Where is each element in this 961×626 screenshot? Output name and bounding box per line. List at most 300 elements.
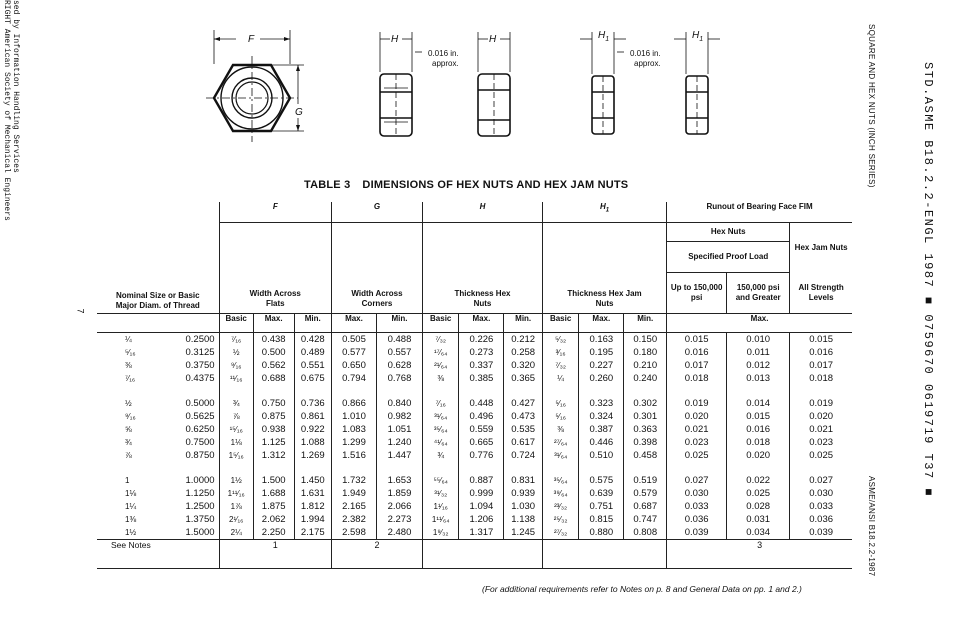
cell-f-max: 1.688 <box>253 487 294 500</box>
cell-r1: 0.018 <box>667 372 727 385</box>
cell-r3: 0.033 <box>790 500 852 513</box>
cell-r2: 0.010 <box>727 333 790 347</box>
cell-h-min: 0.365 <box>504 372 543 385</box>
cell-h1-basic: ³⁵⁄₆₄ <box>542 462 578 487</box>
cell-h1-min: 0.808 <box>624 526 667 540</box>
cell-f-basic: ¾ <box>219 385 253 410</box>
cell-h-basic: 1¹¹⁄₆₄ <box>423 513 459 526</box>
cell-h1-min: 0.210 <box>624 359 667 372</box>
cell-r3: 0.018 <box>790 372 852 385</box>
cell-r2: 0.012 <box>727 359 790 372</box>
cell-h1-basic: ²³⁄₃₂ <box>542 500 578 513</box>
cell-h1-min: 0.458 <box>624 449 667 462</box>
cell-h1-max: 0.324 <box>579 410 624 423</box>
cell-h-max: 0.559 <box>459 423 504 436</box>
cell-g-max: 2.598 <box>331 526 376 540</box>
cell-h1-basic: ²⁵⁄₃₂ <box>542 513 578 526</box>
hex-top-view <box>206 30 304 142</box>
table-row <box>97 385 852 410</box>
cell-h-min: 0.473 <box>504 410 543 423</box>
cell-f-max: 0.562 <box>253 359 294 372</box>
cell-h1-min: 0.398 <box>624 436 667 449</box>
cell-r3: 0.015 <box>790 333 852 347</box>
cell-r3: 0.021 <box>790 423 852 436</box>
cell-h-basic: ¹⁷⁄₆₄ <box>423 346 459 359</box>
std-code: STD.ASME B18.2.2-ENGL 1987 ■ 0759670 0619719 T37 ■ <box>921 62 935 498</box>
col-h1-max: Max. <box>579 314 624 333</box>
cell-g-min: 0.982 <box>376 410 422 423</box>
label-h1-2: $H_1$ <box>692 30 704 43</box>
cell-r2: 0.022 <box>727 462 790 487</box>
cell-h-basic: ⁷⁄₃₂ <box>423 333 459 347</box>
offset-note-2b: approx. <box>634 59 661 68</box>
cell-r3: 0.023 <box>790 436 852 449</box>
cell-g-min: 0.768 <box>376 372 422 385</box>
table-body <box>97 333 852 540</box>
page-number: 7 <box>75 308 86 314</box>
col-h-max: Max. <box>459 314 504 333</box>
cell-h1-basic: ²⁷⁄₆₄ <box>542 436 578 449</box>
cell-h-max: 0.496 <box>459 410 504 423</box>
cell-h-basic: ⁷⁄₁₆ <box>423 385 459 410</box>
cell-r1: 0.027 <box>667 462 727 487</box>
notes-runout: 3 <box>667 540 852 569</box>
cell-h1-min: 0.301 <box>624 410 667 423</box>
cell-f-max: 1.875 <box>253 500 294 513</box>
cell-h1-basic: ³¹⁄₆₄ <box>542 449 578 462</box>
cell-h-max: 0.665 <box>459 436 504 449</box>
cell-r1: 0.019 <box>667 385 727 410</box>
cell-dec: 1.5000 <box>185 527 215 538</box>
cell-h-max: 1.094 <box>459 500 504 513</box>
cell-h-min: 0.939 <box>504 487 543 500</box>
cell-dec: 1.2500 <box>185 501 215 512</box>
header-thickness-hex: Thickness Hex Nuts <box>423 273 543 314</box>
notes-f: 1 <box>219 540 331 569</box>
cell-h-max: 1.206 <box>459 513 504 526</box>
cell-g-max: 0.866 <box>331 385 376 410</box>
cell-frac: 1⅜ <box>125 515 137 524</box>
cell-h1-max: 0.446 <box>579 436 624 449</box>
cell-h-basic: ¾ <box>423 449 459 462</box>
cell-r2: 0.014 <box>727 385 790 410</box>
cell-h-max: 0.999 <box>459 487 504 500</box>
header-row-5 <box>97 314 852 333</box>
cell-f-max: 0.938 <box>253 423 294 436</box>
cell-r1: 0.033 <box>667 500 727 513</box>
cell-f-max: 1.312 <box>253 449 294 462</box>
cell-f-basic: ⁷⁄₁₆ <box>219 333 253 347</box>
table-row <box>97 526 852 540</box>
cell-r2: 0.013 <box>727 372 790 385</box>
cell-r2: 0.016 <box>727 423 790 436</box>
cell-h1-min: 0.180 <box>624 346 667 359</box>
table-row <box>97 487 852 500</box>
cell-r1: 0.021 <box>667 423 727 436</box>
cell-h-min: 0.724 <box>504 449 543 462</box>
cell-g-max: 0.794 <box>331 372 376 385</box>
cell-h1-max: 0.815 <box>579 513 624 526</box>
cell-f-basic: 1⅛ <box>219 436 253 449</box>
copyright-line-2: sed by Information Handling Services <box>11 0 20 173</box>
table-row <box>97 449 852 462</box>
header-all-strength: All Strength Levels <box>790 273 852 314</box>
footnote: (For additional requirements refer to Notes on p. 8 and General Data on pp. 1 and 2.) <box>482 584 802 594</box>
cell-h1-max: 0.260 <box>579 372 624 385</box>
table-number: TABLE 3 <box>304 179 351 191</box>
cell-dec: 0.2500 <box>185 334 215 345</box>
header-width-corners: Width Across Corners <box>331 273 422 314</box>
table-row <box>97 513 852 526</box>
standard-id: ASME/ANSI B18.2.2-1987 <box>867 476 876 577</box>
cell-g-max: 0.650 <box>331 359 376 372</box>
cell-r1: 0.036 <box>667 513 727 526</box>
cell-h1-basic: ¼ <box>542 372 578 385</box>
nut-diagrams <box>200 20 740 180</box>
cell-dec: 0.3750 <box>185 360 215 371</box>
cell-f-max: 2.250 <box>253 526 294 540</box>
cell-f-min: 2.175 <box>294 526 331 540</box>
header-hex-nuts: Hex Nuts <box>667 223 790 242</box>
cell-g-min: 1.051 <box>376 423 422 436</box>
dimensions-table <box>97 202 852 569</box>
cell-f-max: 0.750 <box>253 385 294 410</box>
header-hex-jam-nuts: Hex Jam Nuts <box>790 223 852 273</box>
table-title <box>304 179 628 191</box>
cell-h1-min: 0.747 <box>624 513 667 526</box>
cell-r3: 0.039 <box>790 526 852 540</box>
cell-r3: 0.027 <box>790 462 852 487</box>
cell-h-min: 0.212 <box>504 333 543 347</box>
cell-h-min: 0.535 <box>504 423 543 436</box>
cell-h-basic: 1¹⁄₁₆ <box>423 500 459 513</box>
cell-h-min: 0.320 <box>504 359 543 372</box>
cell-frac: ⁹⁄₁₆ <box>125 412 136 421</box>
cell-r2: 0.028 <box>727 500 790 513</box>
cell-frac: ¼ <box>125 335 132 344</box>
cell-frac: ½ <box>125 399 132 408</box>
cell-f-min: 1.450 <box>294 462 331 487</box>
table-heading: DIMENSIONS OF HEX NUTS AND HEX JAM NUTS <box>362 179 629 191</box>
cell-f-min: 0.489 <box>294 346 331 359</box>
cell-h-max: 1.317 <box>459 526 504 540</box>
cell-g-max: 0.505 <box>331 333 376 347</box>
cell-r1: 0.039 <box>667 526 727 540</box>
cell-g-min: 0.488 <box>376 333 422 347</box>
cell-g-min: 0.557 <box>376 346 422 359</box>
cell-g-max: 2.382 <box>331 513 376 526</box>
cell-dec: 0.6250 <box>185 424 215 435</box>
cell-r1: 0.020 <box>667 410 727 423</box>
jam-nut-side-2 <box>674 32 720 134</box>
cell-f-basic: 1¹¹⁄₁₆ <box>219 487 253 500</box>
series-title: SQUARE AND HEX NUTS (INCH SERIES) <box>867 24 876 188</box>
notes-row <box>97 540 852 569</box>
cell-g-max: 1.949 <box>331 487 376 500</box>
cell-frac: ⅝ <box>125 425 132 434</box>
cell-h1-min: 0.579 <box>624 487 667 500</box>
cell-h-min: 1.138 <box>504 513 543 526</box>
notes-label: See Notes <box>97 540 219 569</box>
col-f-basic: Basic <box>219 314 253 333</box>
cell-h1-min: 0.363 <box>624 423 667 436</box>
cell-dec: 0.8750 <box>185 450 215 461</box>
cell-g-min: 0.628 <box>376 359 422 372</box>
cell-f-max: 0.500 <box>253 346 294 359</box>
cell-h1-min: 0.150 <box>624 333 667 347</box>
jam-nut-side-1 <box>580 32 626 134</box>
cell-dec: 0.5000 <box>185 398 215 409</box>
col-h-min: Min. <box>504 314 543 333</box>
cell-h1-basic: ³⁄₁₆ <box>542 346 578 359</box>
cell-frac: ⁵⁄₁₆ <box>125 348 136 357</box>
cell-f-min: 0.736 <box>294 385 331 410</box>
table-row <box>97 346 852 359</box>
cell-f-basic: ¹¹⁄₁₆ <box>219 372 253 385</box>
cell-r3: 0.016 <box>790 346 852 359</box>
cell-h-max: 0.226 <box>459 333 504 347</box>
cell-dec: 0.5625 <box>185 411 215 422</box>
cell-r1: 0.017 <box>667 359 727 372</box>
offset-note-1b: approx. <box>432 59 459 68</box>
cell-f-min: 1.812 <box>294 500 331 513</box>
table-row <box>97 436 852 449</box>
cell-h1-max: 0.163 <box>579 333 624 347</box>
cell-h-basic: ³¹⁄₆₄ <box>423 410 459 423</box>
cell-h1-max: 0.195 <box>579 346 624 359</box>
cell-g-max: 2.165 <box>331 500 376 513</box>
cell-f-basic: ⁹⁄₁₆ <box>219 359 253 372</box>
cell-r2: 0.034 <box>727 526 790 540</box>
cell-f-min: 0.675 <box>294 372 331 385</box>
cell-dec: 0.7500 <box>185 437 215 448</box>
header-width-flats: Width Across Flats <box>219 273 331 314</box>
cell-f-basic: ⅞ <box>219 410 253 423</box>
cell-r3: 0.036 <box>790 513 852 526</box>
header-proof-load: Specified Proof Load <box>667 242 790 273</box>
header-up-to: Up to 150,000 psi <box>667 273 727 314</box>
cell-g-min: 1.240 <box>376 436 422 449</box>
cell-f-basic: ¹⁵⁄₁₆ <box>219 423 253 436</box>
cell-h1-basic: ²⁷⁄₃₂ <box>542 526 578 540</box>
cell-frac: ⁷⁄₁₆ <box>125 374 136 383</box>
cell-h1-max: 0.323 <box>579 385 624 410</box>
cell-h-max: 0.273 <box>459 346 504 359</box>
header-f: F <box>272 202 278 211</box>
cell-frac: ⅜ <box>125 361 132 370</box>
cell-h1-basic: ⅜ <box>542 423 578 436</box>
cell-h-max: 0.337 <box>459 359 504 372</box>
cell-g-max: 1.010 <box>331 410 376 423</box>
header-row-3 <box>97 242 852 273</box>
col-h1-basic: Basic <box>542 314 578 333</box>
label-g: G <box>295 107 303 118</box>
cell-r3: 0.017 <box>790 359 852 372</box>
cell-h-min: 0.258 <box>504 346 543 359</box>
cell-h-max: 0.448 <box>459 385 504 410</box>
hex-nut-side-2 <box>478 32 510 136</box>
label-h1-1: $H_1$ <box>598 30 610 43</box>
cell-r1: 0.025 <box>667 449 727 462</box>
cell-r2: 0.015 <box>727 410 790 423</box>
cell-f-basic: 2¹⁄₁₆ <box>219 513 253 526</box>
copyright-line-1: RIGHT American Society of Mechanical Engineers <box>2 0 11 221</box>
cell-h1-max: 0.639 <box>579 487 624 500</box>
cell-f-min: 0.551 <box>294 359 331 372</box>
cell-frac: ¾ <box>125 438 132 447</box>
cell-g-max: 1.516 <box>331 449 376 462</box>
cell-h1-max: 0.510 <box>579 449 624 462</box>
cell-f-basic: 1½ <box>219 462 253 487</box>
header-h1: $H_1$ <box>599 202 610 214</box>
cell-r2: 0.018 <box>727 436 790 449</box>
cell-frac: 1½ <box>125 528 137 537</box>
cell-h1-basic: ⁵⁄₁₆ <box>542 410 578 423</box>
cell-r1: 0.030 <box>667 487 727 500</box>
cell-h-min: 1.030 <box>504 500 543 513</box>
cell-frac: 1⅛ <box>125 489 137 498</box>
cell-f-basic: ½ <box>219 346 253 359</box>
cell-h1-min: 0.519 <box>624 462 667 487</box>
cell-h-max: 0.887 <box>459 462 504 487</box>
cell-h1-max: 0.880 <box>579 526 624 540</box>
cell-f-max: 0.438 <box>253 333 294 347</box>
cell-h1-max: 0.575 <box>579 462 624 487</box>
header-h: H <box>479 202 486 211</box>
header-g: G <box>373 202 381 211</box>
cell-r3: 0.019 <box>790 385 852 410</box>
notes-g: 2 <box>331 540 422 569</box>
cell-g-min: 1.447 <box>376 449 422 462</box>
cell-dec: 0.3125 <box>185 347 215 358</box>
table-row <box>97 500 852 513</box>
cell-h-max: 0.776 <box>459 449 504 462</box>
col-f-min: Min. <box>294 314 331 333</box>
cell-h-basic: ³⁵⁄₆₄ <box>423 423 459 436</box>
label-h-1: H <box>391 34 399 45</box>
table-row <box>97 359 852 372</box>
cell-h1-max: 0.387 <box>579 423 624 436</box>
cell-r2: 0.011 <box>727 346 790 359</box>
cell-h-basic: ³¹⁄₃₂ <box>423 487 459 500</box>
cell-h-basic: ⁴¹⁄₆₄ <box>423 436 459 449</box>
cell-h1-basic: ⁵⁄₁₆ <box>542 385 578 410</box>
cell-h1-min: 0.302 <box>624 385 667 410</box>
cell-r1: 0.016 <box>667 346 727 359</box>
col-f-max: Max. <box>253 314 294 333</box>
label-h-2: H <box>489 34 497 45</box>
cell-r3: 0.020 <box>790 410 852 423</box>
cell-f-min: 1.088 <box>294 436 331 449</box>
cell-r3: 0.030 <box>790 487 852 500</box>
cell-dec: 1.1250 <box>185 488 215 499</box>
table-row <box>97 423 852 436</box>
header-psi-greater: 150,000 psi and Greater <box>727 273 790 314</box>
header-row-2 <box>97 223 852 242</box>
copyright-strip <box>2 0 18 260</box>
cell-f-basic: 2¼ <box>219 526 253 540</box>
table-row <box>97 372 852 385</box>
cell-frac: 1¼ <box>125 502 137 511</box>
cell-r1: 0.015 <box>667 333 727 347</box>
cell-f-min: 0.922 <box>294 423 331 436</box>
cell-f-min: 0.428 <box>294 333 331 347</box>
label-f: F <box>248 34 255 45</box>
header-nominal-size: Nominal Size or Basic Major Diam. of Thread <box>115 291 200 310</box>
cell-g-max: 1.299 <box>331 436 376 449</box>
cell-h-basic: ⁵⁵⁄₆₄ <box>423 462 459 487</box>
col-runout-max: Max. <box>667 314 852 333</box>
cell-h1-max: 0.751 <box>579 500 624 513</box>
cell-h-min: 0.427 <box>504 385 543 410</box>
notes-h1 <box>542 540 666 569</box>
cell-frac: ⅞ <box>125 451 132 460</box>
cell-h1-max: 0.227 <box>579 359 624 372</box>
cell-h-basic: ²¹⁄₆₄ <box>423 359 459 372</box>
cell-f-min: 1.269 <box>294 449 331 462</box>
notes-h <box>423 540 543 569</box>
cell-h-max: 0.385 <box>459 372 504 385</box>
table-row <box>97 462 852 487</box>
cell-g-min: 2.480 <box>376 526 422 540</box>
cell-h-min: 0.617 <box>504 436 543 449</box>
cell-f-min: 1.631 <box>294 487 331 500</box>
cell-h1-basic: ⁵⁄₃₂ <box>542 333 578 347</box>
table-row <box>97 410 852 423</box>
cell-dec: 1.0000 <box>185 475 215 486</box>
table-row <box>97 333 852 347</box>
cell-h1-min: 0.240 <box>624 372 667 385</box>
cell-f-max: 2.062 <box>253 513 294 526</box>
cell-h-min: 1.245 <box>504 526 543 540</box>
offset-note-2a: 0.016 in. <box>630 49 661 58</box>
hex-nut-side-1 <box>380 32 422 136</box>
cell-f-basic: 1⅞ <box>219 500 253 513</box>
cell-h1-basic: ³⁹⁄₆₄ <box>542 487 578 500</box>
cell-r3: 0.025 <box>790 449 852 462</box>
cell-g-min: 2.273 <box>376 513 422 526</box>
cell-f-max: 0.875 <box>253 410 294 423</box>
cell-g-max: 1.083 <box>331 423 376 436</box>
cell-h1-min: 0.687 <box>624 500 667 513</box>
cell-r2: 0.020 <box>727 449 790 462</box>
col-g-min: Min. <box>376 314 422 333</box>
col-h-basic: Basic <box>423 314 459 333</box>
cell-g-max: 1.732 <box>331 462 376 487</box>
cell-dec: 0.4375 <box>185 373 215 384</box>
cell-g-min: 2.066 <box>376 500 422 513</box>
cell-h-basic: ⅜ <box>423 372 459 385</box>
cell-f-min: 0.861 <box>294 410 331 423</box>
col-g-max: Max. <box>331 314 376 333</box>
offset-note-1a: 0.016 in. <box>428 49 459 58</box>
cell-h-min: 0.831 <box>504 462 543 487</box>
cell-f-min: 1.994 <box>294 513 331 526</box>
cell-r2: 0.031 <box>727 513 790 526</box>
header-thickness-jam: Thickness Hex Jam Nuts <box>542 273 666 314</box>
cell-dec: 1.3750 <box>185 514 215 525</box>
cell-g-min: 0.840 <box>376 385 422 410</box>
cell-g-min: 1.653 <box>376 462 422 487</box>
cell-f-basic: 1⁵⁄₁₆ <box>219 449 253 462</box>
cell-f-max: 1.125 <box>253 436 294 449</box>
cell-f-max: 0.688 <box>253 372 294 385</box>
cell-frac: 1 <box>125 476 130 485</box>
header-row-4 <box>97 273 852 314</box>
cell-r2: 0.025 <box>727 487 790 500</box>
cell-r1: 0.023 <box>667 436 727 449</box>
header-row-1 <box>97 202 852 223</box>
